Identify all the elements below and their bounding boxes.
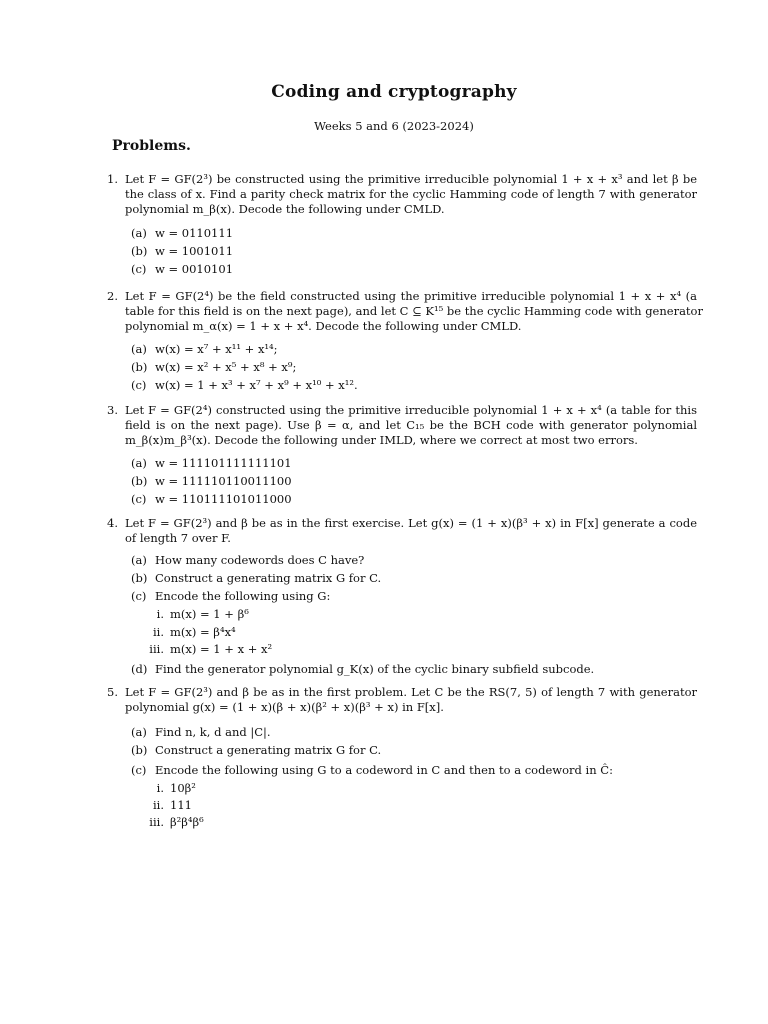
item-label: (b) (131, 743, 148, 757)
list-item (131, 491, 292, 507)
item-text: Find the generator polynomial g_K(x) of the cyclic binary subfield subcode. (155, 662, 595, 676)
list-item (131, 261, 233, 277)
item-label: (c) (131, 378, 147, 392)
item-label: (a) (131, 342, 147, 356)
page-subtitle: Weeks 5 and 6 (2023-2024) (314, 119, 474, 133)
subitem-text: m(x) = β⁴x⁴ (170, 625, 236, 639)
sub-list-item (144, 606, 249, 622)
item-label: (a) (131, 725, 147, 739)
item-label: (b) (131, 244, 148, 258)
subitem-label: ii. (152, 625, 164, 639)
problem-text-line: Let F = GF(2³) and β be as in the first problem. Let C be the RS(7, 5) of length 7 with generator (125, 685, 697, 699)
problem-number: 3. (107, 403, 118, 417)
item-text: w(x) = x² + x⁵ + x⁸ + x⁹; (155, 360, 297, 374)
subitem-text: 10β² (170, 781, 196, 795)
subitem-text: m(x) = 1 + x + x² (170, 642, 273, 656)
problem-number: 1. (107, 172, 118, 186)
item-label: (b) (131, 474, 148, 488)
item-label: (c) (131, 763, 147, 777)
subitem-label: i. (156, 781, 164, 795)
problem-text-line: the class of x. Find a parity check matrix for the cyclic Hamming code of length 7 with generator (125, 187, 697, 201)
item-text: w = 0010101 (155, 262, 234, 276)
list-item (131, 225, 233, 241)
item-label: (c) (131, 589, 147, 603)
problem-text-line: Let F = GF(2⁴) constructed using the primitive irreducible polynomial 1 + x + x⁴ (a table for this (125, 403, 697, 417)
item-label: (a) (131, 226, 147, 240)
list-item (131, 359, 296, 375)
list-item (131, 570, 381, 586)
item-text: w = 111110110011100 (155, 474, 292, 488)
problem-text-line: polynomial m_α(x) = 1 + x + x⁴. Decode the following under CMLD. (125, 319, 522, 333)
problem-text-line: of length 7 over F. (125, 531, 231, 545)
list-item (131, 742, 381, 758)
list-item (131, 588, 330, 604)
item-text: w = 0110111 (155, 226, 234, 240)
item-text: w(x) = x⁷ + x¹¹ + x¹⁴; (155, 342, 278, 356)
item-label: (b) (131, 360, 148, 374)
list-item (131, 473, 292, 489)
problem-text-line: table for this field is on the next page), and let C ⊆ K¹⁵ be the cyclic Hamming code with generator (125, 304, 703, 318)
subitem-text: 111 (170, 798, 192, 812)
item-label: (a) (131, 553, 147, 567)
problem-text-line: Let F = GF(2³) and β be as in the first exercise. Let g(x) = (1 + x)(β³ + x) in F[x] generate a code (125, 516, 697, 530)
subitem-label: i. (156, 607, 164, 621)
subitem-label: iii. (149, 815, 164, 829)
item-label: (c) (131, 492, 147, 506)
list-item (131, 724, 271, 740)
list-item (131, 243, 233, 259)
item-text: w = 1001011 (155, 244, 234, 258)
page-title: Coding and cryptography (271, 82, 517, 102)
item-label: (b) (131, 571, 148, 585)
subitem-label: iii. (149, 642, 164, 656)
list-item (131, 661, 594, 677)
list-item (131, 762, 613, 778)
sub-list-item (144, 624, 236, 640)
item-text: Encode the following using G: (155, 589, 331, 603)
item-text: Construct a generating matrix G for C. (155, 743, 382, 757)
problem-text-line: field is on the next page). Use β = α, and let C₁₅ be the BCH code with generator polynomial (125, 418, 697, 432)
list-item (131, 552, 364, 568)
problem-number: 4. (107, 516, 118, 530)
subitem-text: β²β⁴β⁶ (170, 815, 204, 829)
item-text: w = 111101111111101 (155, 456, 292, 470)
list-item (131, 377, 358, 393)
subitem-label: ii. (152, 798, 164, 812)
item-text: w = 110111101011000 (155, 492, 292, 506)
item-label: (c) (131, 262, 147, 276)
item-text: Encode the following using G to a codeword in C and then to a codeword in Ĉ: (155, 763, 613, 777)
item-text: Construct a generating matrix G for C. (155, 571, 382, 585)
sub-list-item (144, 814, 204, 830)
sub-list-item (144, 641, 272, 657)
sub-list-item (144, 780, 196, 796)
item-label: (a) (131, 456, 147, 470)
problem-text-line: polynomial g(x) = (1 + x)(β + x)(β² + x)(β³ + x) in F[x]. (125, 700, 444, 714)
item-text: w(x) = 1 + x³ + x⁷ + x⁹ + x¹⁰ + x¹². (155, 378, 358, 392)
list-item (131, 341, 278, 357)
list-item (131, 455, 292, 471)
subitem-text: m(x) = 1 + β⁶ (170, 607, 249, 621)
section-heading: Problems. (112, 138, 191, 154)
sub-list-item (144, 797, 192, 813)
problem-number: 5. (107, 685, 118, 699)
problem-text-line: Let F = GF(2³) be constructed using the primitive irreducible polynomial 1 + x + x³ and let β be (125, 172, 697, 186)
item-text: Find n, k, d and |C|. (155, 725, 271, 739)
problem-text-line: polynomial m_β(x). Decode the following under CMLD. (125, 202, 445, 216)
item-text: How many codewords does C have? (155, 553, 365, 567)
item-label: (d) (131, 662, 148, 676)
problem-text-line: m_β(x)m_β³(x). Decode the following under IMLD, where we correct at most two errors. (125, 433, 638, 447)
problem-number: 2. (107, 289, 118, 303)
problem-text-line: Let F = GF(2⁴) be the field constructed using the primitive irreducible polynomial 1 + x + x⁴ (a (125, 289, 697, 303)
